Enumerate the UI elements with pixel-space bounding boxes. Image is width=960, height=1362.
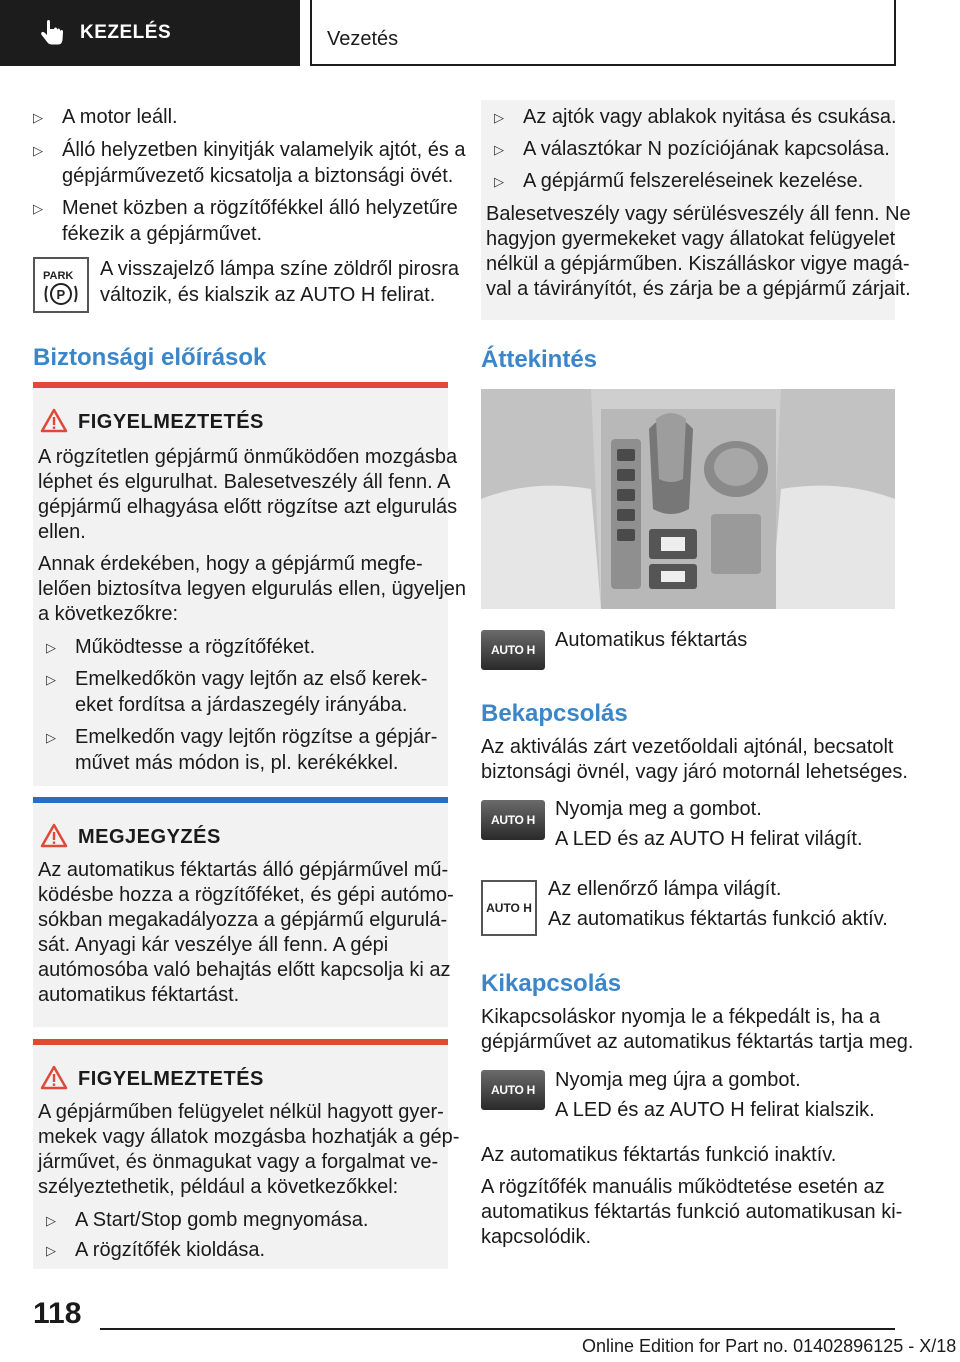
- list-item-text: A rögzítőfék kioldása.: [75, 1239, 266, 1261]
- paragraph: automatikus féktartás funkció automatikusan ki-: [481, 1201, 903, 1223]
- park-brake-lamp-icon: [33, 257, 89, 313]
- paragraph: A rögzítőfék manuális működtetése esetén az: [481, 1176, 885, 1198]
- list-item-text: Emelkedőn vagy lejtőn rögzítse a gépjár-: [75, 726, 438, 748]
- subsection-heading: Kikapcsolás: [481, 970, 622, 997]
- list-item-continuation: művet más módon is, pl. kerékékkel.: [75, 752, 399, 774]
- section-heading: Biztonsági előírások: [33, 344, 267, 371]
- triangle-bullet-icon: ▷: [46, 672, 56, 687]
- triangle-bullet-icon: ▷: [46, 640, 56, 655]
- paragraph: Kikapcsoláskor nyomja le a fékpedált is, ha a: [481, 1006, 881, 1028]
- note-text: autómosóba való behajtás előtt kapcsolja ki az: [38, 959, 451, 981]
- note-text: Az automatikus féktartás álló gépjárművel mű-: [38, 859, 449, 881]
- park-lamp-text: változik, és kialszik az AUTO H felirat.: [100, 284, 436, 306]
- list-item-continuation: fékezik a gépjárművet.: [62, 223, 263, 245]
- section-tab: [0, 0, 300, 66]
- warning-text: A gépjárműben felügyelet nélkül hagyott gyer-: [38, 1101, 444, 1123]
- step-text: A LED és az AUTO H felirat világít.: [555, 828, 863, 850]
- note-title: MEGJEGYZÉS: [78, 826, 221, 848]
- hand-pointer-icon: [38, 18, 68, 48]
- triangle-bullet-icon: ▷: [494, 174, 504, 189]
- warning-text: val a távirányítót, és zárja be a gépjármű zárjait.: [486, 278, 911, 300]
- list-item-text: Működtesse a rögzítőféket.: [75, 636, 316, 658]
- warning-text: A rögzítetlen gépjármű önműködően mozgásba: [38, 446, 458, 468]
- note-text: ködésbe hozza a rögzítőféket, és gépi autómo-: [38, 884, 454, 906]
- paragraph: kapcsolódik.: [481, 1226, 592, 1248]
- center-console-photo: [481, 389, 895, 609]
- section-label: KEZELÉS: [80, 22, 172, 43]
- warning-text: léphet és elgurulhat. Balesetveszély áll fenn. A: [38, 471, 451, 493]
- list-item-text: Az ajtók vagy ablakok nyitása és csukása.: [523, 106, 897, 128]
- warning-text: ellen.: [38, 521, 86, 543]
- page-number: 118: [33, 1297, 82, 1330]
- step-text: A LED és az AUTO H felirat kialszik.: [555, 1099, 875, 1121]
- warning-triangle-icon: [40, 408, 68, 433]
- triangle-bullet-icon: ▷: [494, 142, 504, 157]
- warning-bar: [33, 1039, 448, 1045]
- lamp-text: Az automatikus féktartás funkció aktív.: [548, 908, 888, 930]
- triangle-bullet-icon: ▷: [46, 1213, 56, 1228]
- paragraph: Az aktiválás zárt vezetőoldali ajtónál, becsatolt: [481, 736, 894, 758]
- warning-title: FIGYELMEZTETÉS: [78, 411, 264, 433]
- paragraph: biztonsági övnél, vagy járó motornál lehetséges.: [481, 761, 908, 783]
- note-text: sókban megakadályozza a gépjármű elgurulá-: [38, 909, 448, 931]
- warning-text: lelően biztosítva legyen elgurulás ellen, ügyeljen: [38, 578, 467, 600]
- section-heading: Áttekintés: [481, 346, 598, 373]
- warning-text: járművet, és önmagukat vagy a forgalmat ve-: [38, 1151, 439, 1173]
- list-item-continuation: gépjárművezető kicsatolja a biztonsági övét.: [62, 165, 454, 187]
- triangle-bullet-icon: ▷: [33, 201, 43, 216]
- triangle-bullet-icon: ▷: [46, 730, 56, 745]
- warning-text: szélyeztethetik, például a következőkkel:: [38, 1176, 399, 1198]
- triangle-bullet-icon: ▷: [494, 110, 504, 125]
- subsection-heading: Bekapcsolás: [481, 700, 628, 727]
- list-item-text: A gépjármű felszereléseinek kezelése.: [523, 170, 864, 192]
- list-item-continuation: eket fordítsa a járdaszegély irányába.: [75, 694, 408, 716]
- auto-h-indicator-lamp-icon: AUTO H: [481, 880, 537, 936]
- warning-triangle-icon: [40, 1065, 68, 1090]
- svg-text:P: P: [56, 287, 66, 302]
- paragraph: Az automatikus féktartás funkció inaktív.: [481, 1144, 837, 1166]
- warning-text: a következőkre:: [38, 603, 179, 625]
- warning-text: Balesetveszély vagy sérülésveszély áll fenn. Ne: [486, 203, 911, 225]
- warning-bar: [33, 382, 448, 388]
- footer-divider: [100, 1328, 895, 1330]
- warning-text: hagyjon gyermekeket vagy állatokat felügyelet: [486, 228, 896, 250]
- list-item-text: Emelkedőkön vagy lejtőn az első kerek-: [75, 668, 428, 690]
- warning-title: FIGYELMEZTETÉS: [78, 1068, 264, 1090]
- paragraph: gépjárművet az automatikus féktartás tartja meg.: [481, 1031, 914, 1053]
- chapter-header: [310, 0, 896, 66]
- triangle-bullet-icon: ▷: [33, 143, 43, 158]
- chapter-label: Vezetés: [327, 28, 399, 50]
- auto-h-button-icon: AUTO H: [481, 630, 545, 670]
- edition-text: Online Edition for Part no. 01402896125 - X/18: [582, 1336, 957, 1356]
- auto-h-button-icon: AUTO H: [481, 1070, 545, 1110]
- list-item-text: Menet közben a rögzítőfékkel álló helyzetűre: [62, 197, 458, 219]
- list-item-text: A választókar N pozíciójának kapcsolása.: [523, 138, 890, 160]
- step-text: Nyomja meg a gombot.: [555, 798, 762, 820]
- triangle-bullet-icon: ▷: [33, 110, 43, 125]
- park-lamp-text: A visszajelző lámpa színe zöldről pirosra: [100, 258, 460, 280]
- auto-h-caption: Automatikus féktartás: [555, 629, 748, 651]
- list-item-text: Álló helyzetben kinyitják valamelyik ajtót, és a: [62, 139, 466, 161]
- step-text: Nyomja meg újra a gombot.: [555, 1069, 801, 1091]
- triangle-bullet-icon: ▷: [46, 1243, 56, 1258]
- warning-text: gépjármű elhagyása előtt rögzítse azt elgurulás: [38, 496, 458, 518]
- svg-text:PARK: PARK: [43, 270, 74, 282]
- warning-text: Annak érdekében, hogy a gépjármű megfe-: [38, 553, 423, 575]
- note-text: sát. Anyagi kár veszélye áll fenn. A gépi: [38, 934, 389, 956]
- list-item-text: A Start/Stop gomb megnyomása.: [75, 1209, 369, 1231]
- warning-text: mekek vagy állatok mozgásba hozhatják a gép-: [38, 1126, 460, 1148]
- warning-text: nélkül a gépjárműben. Kiszálláskor vigye magá-: [486, 253, 910, 275]
- list-item-text: A motor leáll.: [62, 106, 178, 128]
- lamp-text: Az ellenőrző lámpa világít.: [548, 878, 782, 900]
- note-bar: [33, 797, 448, 803]
- warning-triangle-icon: [40, 823, 68, 848]
- note-text: automatikus féktartást.: [38, 984, 240, 1006]
- auto-h-button-icon: AUTO H: [481, 800, 545, 840]
